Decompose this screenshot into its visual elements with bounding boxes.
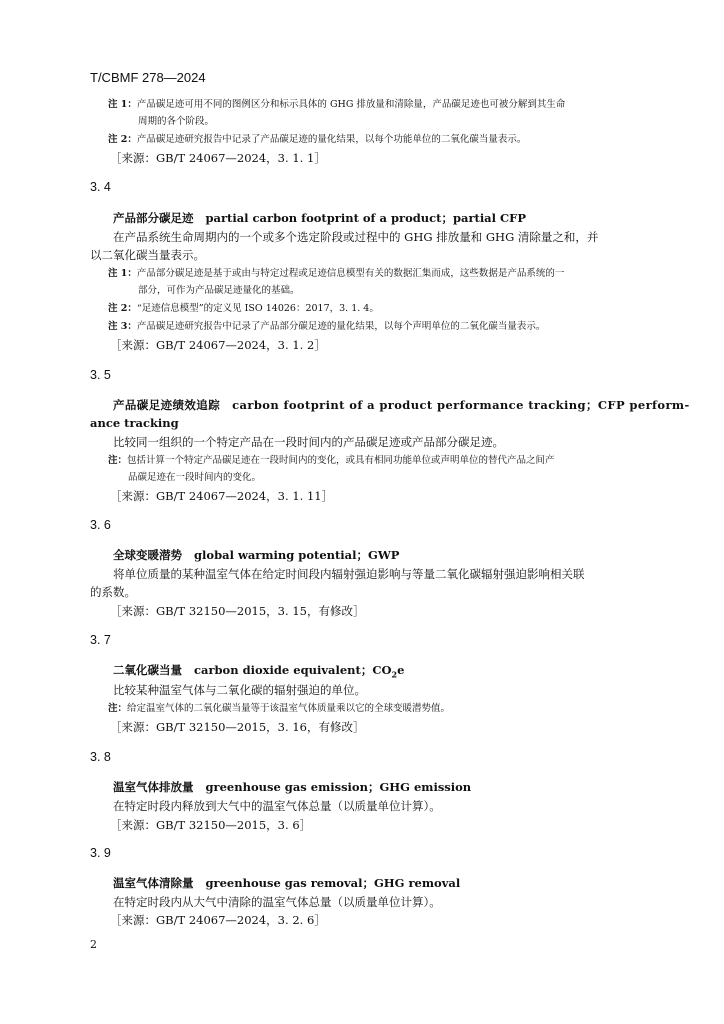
definition-line: 在特定时段内从大气中清除的温室气体总量（以质量单位计算）。 <box>113 895 441 909</box>
source-citation: ［来源：GB/T 24067—2024，3. 1. 2］ <box>110 338 326 352</box>
term-heading <box>113 875 460 891</box>
note-text: 包括计算一个特定产品碳足迹在一段时间内的变化，或具有相同功能单位或声明单位的替代产品之间产 <box>127 455 555 466</box>
term-chinese: 产品部分碳足迹 <box>113 211 194 225</box>
section-number: 3. 6 <box>90 518 111 532</box>
note <box>108 454 555 468</box>
term-heading <box>113 779 471 795</box>
term-english: carbon dioxide equivalent；CO <box>194 663 392 677</box>
section-number: 3. 4 <box>90 180 111 194</box>
definition-line: 以二氧化碳当量表示。 <box>90 248 205 262</box>
note-label: 注 1： <box>108 99 137 110</box>
note-continued: 品碳足迹在一段时间内的变化。 <box>128 472 262 483</box>
note-label: 注 3： <box>108 321 137 332</box>
note <box>108 702 450 716</box>
term-english: carbon footprint of a product performance tracking；CFP perform- <box>232 398 690 412</box>
note-3 <box>108 320 545 334</box>
note-label: 注 2： <box>108 303 137 314</box>
note-text: 产品碳足迹研究报告中记录了产品碳足迹的量化结果，以每个功能单位的二氧化碳当量表示。 <box>136 134 527 145</box>
note-label: 注： <box>108 703 128 714</box>
note-2 <box>108 302 379 316</box>
section-number: 3. 7 <box>90 633 111 647</box>
definition-line: 的系数。 <box>90 585 136 599</box>
term-english: greenhouse gas removal；GHG removal <box>205 876 461 890</box>
term-english-suffix: e <box>397 663 405 677</box>
note-label: 注 2： <box>108 134 137 145</box>
section-number: 3. 5 <box>90 368 111 382</box>
page-number: 2 <box>90 938 97 951</box>
definition-line: 将单位质量的某种温室气体在给定时间段内辐射强迫影响与等量二氧化碳辐射强迫影响相关联 <box>113 567 585 581</box>
source-citation: ［来源：GB/T 32150—2015，3. 16，有修改］ <box>110 720 365 734</box>
term-heading <box>113 547 399 563</box>
term-english: partial carbon footprint of a product；partial CFP <box>205 211 526 225</box>
term-chinese: 温室气体清除量 <box>113 876 194 890</box>
term-english: global warming potential；GWP <box>194 548 400 562</box>
term-heading <box>113 210 526 226</box>
note-text: 给定温室气体的二氧化碳当量等于该温室气体质量乘以它的全球变暖潜势值。 <box>127 703 451 714</box>
definition-line: 在特定时段内释放到大气中的温室气体总量（以质量单位计算）。 <box>113 799 441 813</box>
source-citation: ［来源：GB/T 32150—2015，3. 15，有修改］ <box>110 604 365 618</box>
note-text: 产品碳足迹研究报告中记录了产品部分碳足迹的量化结果，以每个声明单位的二氧化碳当量表示。 <box>136 321 546 332</box>
term-heading <box>113 662 404 682</box>
note-text: 产品碳足迹可用不同的图例区分和标示具体的 GHG 排放量和清除量，产品碳足迹也可被分解到其生命 <box>136 99 566 110</box>
note-text: “足迹信息模型”的定义见 ISO 14026：2017，3. 1. 4。 <box>136 303 379 314</box>
note-1 <box>108 267 564 281</box>
term-chinese: 全球变暖潜势 <box>113 548 182 562</box>
term-english: greenhouse gas emission；GHG emission <box>205 780 472 794</box>
source-citation: ［来源：GB/T 24067—2024，3. 2. 6］ <box>110 913 326 927</box>
term-chinese: 温室气体排放量 <box>113 780 194 794</box>
note-label: 注 1： <box>108 268 137 279</box>
term-chinese: 二氧化碳当量 <box>113 663 182 677</box>
term-english-continued: ance tracking <box>90 416 179 430</box>
note-label: 注： <box>108 455 128 466</box>
note-2 <box>108 133 526 147</box>
definition-line: 在产品系统生命周期内的一个或多个选定阶段或过程中的 GHG 排放量和 GHG 清除量之和，并 <box>113 230 599 244</box>
note-text: 产品部分碳足迹是基于或由与特定过程或足迹信息模型有关的数据汇集而成，这些数据是产品系统的一 <box>136 268 565 279</box>
definition-line: 比较某种温室气体与二氧化碳的辐射强迫的单位。 <box>113 683 366 697</box>
section-number: 3. 9 <box>90 846 111 860</box>
term-chinese: 产品碳足迹绩效追踪 <box>113 398 221 412</box>
note-1-continued: 周期的各个阶段。 <box>138 116 215 127</box>
note-1 <box>108 98 565 112</box>
term-heading <box>113 397 690 413</box>
note-1-continued: 部分，可作为产品碳足迹量化的基础。 <box>138 285 300 296</box>
document-header: T/CBMF 278—2024 <box>90 70 206 85</box>
source-citation: ［来源：GB/T 32150—2015，3. 6］ <box>110 818 312 832</box>
subscript: 2 <box>391 669 398 680</box>
definition-line: 比较同一组织的一个特定产品在一段时间内的产品碳足迹或产品部分碳足迹。 <box>113 435 504 449</box>
section-number: 3. 8 <box>90 750 111 764</box>
source-citation: ［来源：GB/T 24067—2024，3. 1. 11］ <box>110 489 334 503</box>
source-citation: ［来源：GB/T 24067—2024，3. 1. 1］ <box>110 151 326 165</box>
